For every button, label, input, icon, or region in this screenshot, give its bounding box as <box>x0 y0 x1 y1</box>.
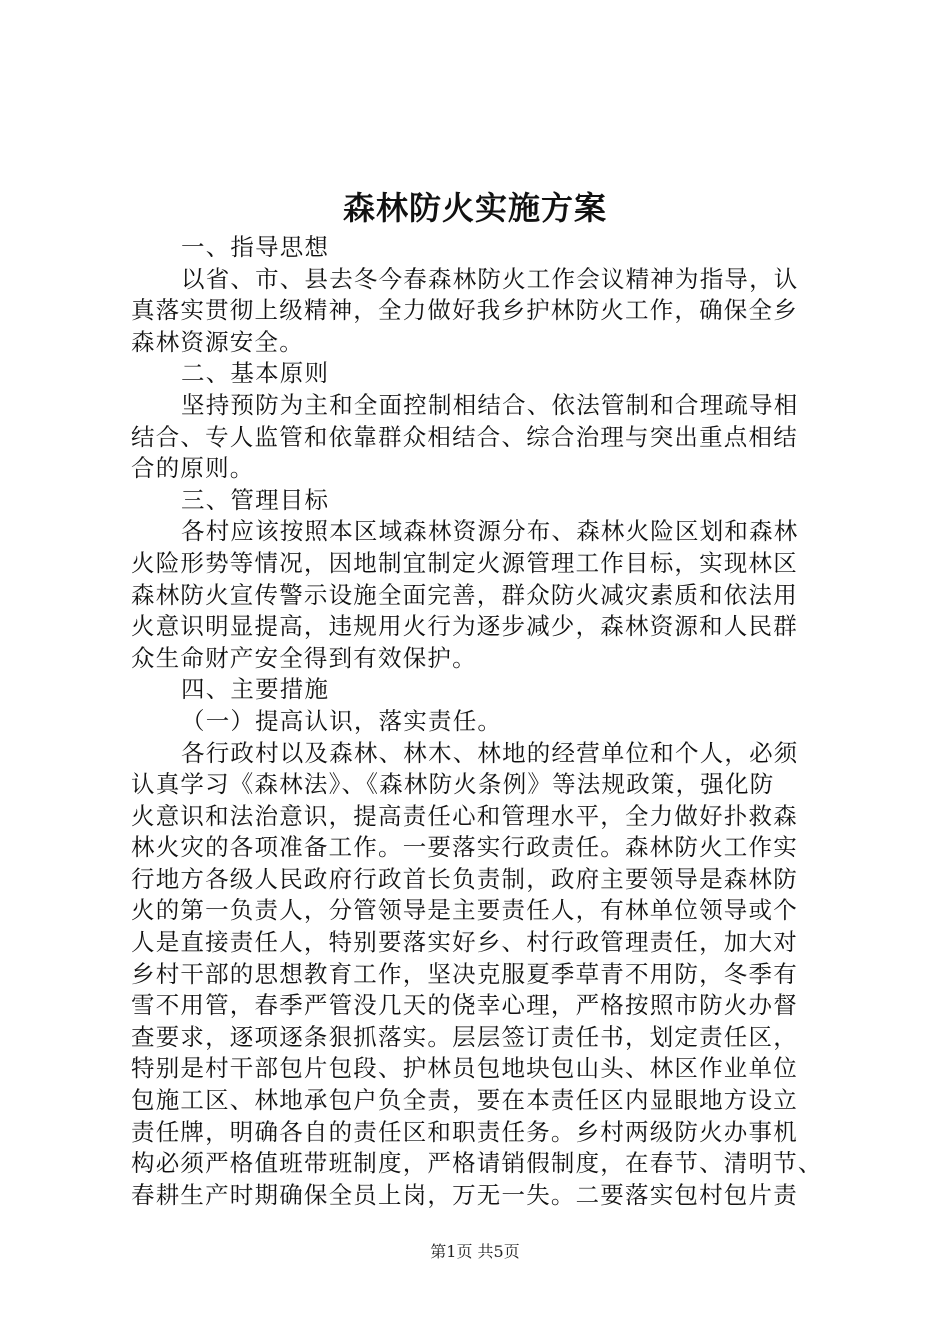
paragraph-line: 真落实贯彻上级精神，全力做好我乡护林防火工作，确保全乡 <box>131 296 798 325</box>
paragraph-line: 特别是村干部包片包段、护林员包地块包山头、林区作业单位 <box>131 1054 798 1083</box>
paragraph-line: 火的第一负责人，分管领导是主要责任人，有林单位领导或个 <box>131 896 798 925</box>
paragraph-line: 火意识和法治意识，提高责任心和管理水平，全力做好扑救森 <box>131 801 798 830</box>
paragraph-line: 认真学习《森林法》、《森林防火条例》等法规政策，强化防 <box>131 770 775 799</box>
paragraph-line: 人是直接责任人，特别要落实好乡、村行政管理责任，加大对 <box>131 928 798 957</box>
document-title: 森林防火实施方案 <box>342 189 607 227</box>
paragraph-line: 火意识明显提高，违规用火行为逐步减少，森林资源和人民群 <box>131 612 798 641</box>
paragraph-line: 构必须严格值班带班制度，严格请销假制度，在春节、清明节、 <box>131 1149 823 1178</box>
section-heading: 一、指导思想 <box>181 233 330 261</box>
page-footer: 第1页 共5页 <box>430 1242 520 1261</box>
document-body <box>131 232 831 1211</box>
paragraph-line: 森林资源安全。 <box>131 327 304 356</box>
subsection-heading: （一）提高认识，落实责任。 <box>181 706 503 735</box>
section-heading: 二、基本原则 <box>181 359 330 388</box>
paragraph-line: 乡村干部的思想教育工作，坚决克服夏季草青不用防，冬季有 <box>131 959 798 988</box>
paragraph-line: 众生命财产安全得到有效保护。 <box>131 643 477 672</box>
paragraph-line: 春耕生产时期确保全员上岗，万无一失。二要落实包村包片责 <box>131 1180 798 1209</box>
paragraph-line: 责任牌，明确各自的责任区和职责任务。乡村两级防火办事机 <box>131 1117 798 1146</box>
paragraph-line: 合的原则。 <box>131 454 255 483</box>
paragraph-line: 以省、市、县去冬今春森林防火工作会议精神为指导，认 <box>181 264 799 293</box>
paragraph-line: 结合、专人监管和依靠群众相结合、综合治理与突出重点相结 <box>131 422 798 451</box>
section-heading: 三、管理目标 <box>181 485 330 514</box>
paragraph-line: 查要求，逐项逐条狠抓落实。层层签订责任书，划定责任区， <box>131 1022 798 1051</box>
paragraph-line: 火险形势等情况，因地制宜制定火源管理工作目标，实现林区 <box>131 548 798 577</box>
paragraph-line: 雪不用管，春季严管没几天的侥幸心理，严格按照市防火办督 <box>131 991 798 1020</box>
section-heading: 四、主要措施 <box>181 675 330 704</box>
paragraph-line: 行地方各级人民政府行政首长负责制，政府主要领导是森林防 <box>131 864 798 893</box>
paragraph-line: 森林防火宣传警示设施全面完善，群众防火减灾素质和依法用 <box>131 580 798 609</box>
paragraph-line: 包施工区、林地承包户负全责，要在本责任区内显眼地方设立 <box>131 1086 798 1115</box>
paragraph-line: 坚持预防为主和全面控制相结合、依法管制和合理疏导相 <box>181 390 799 419</box>
paragraph-line: 林火灾的各项准备工作。一要落实行政责任。森林防火工作实 <box>131 833 798 862</box>
paragraph-line: 各行政村以及森林、林木、林地的经营单位和个人，必须 <box>181 738 799 767</box>
paragraph-line: 各村应该按照本区域森林资源分布、森林火险区划和森林 <box>181 517 799 546</box>
